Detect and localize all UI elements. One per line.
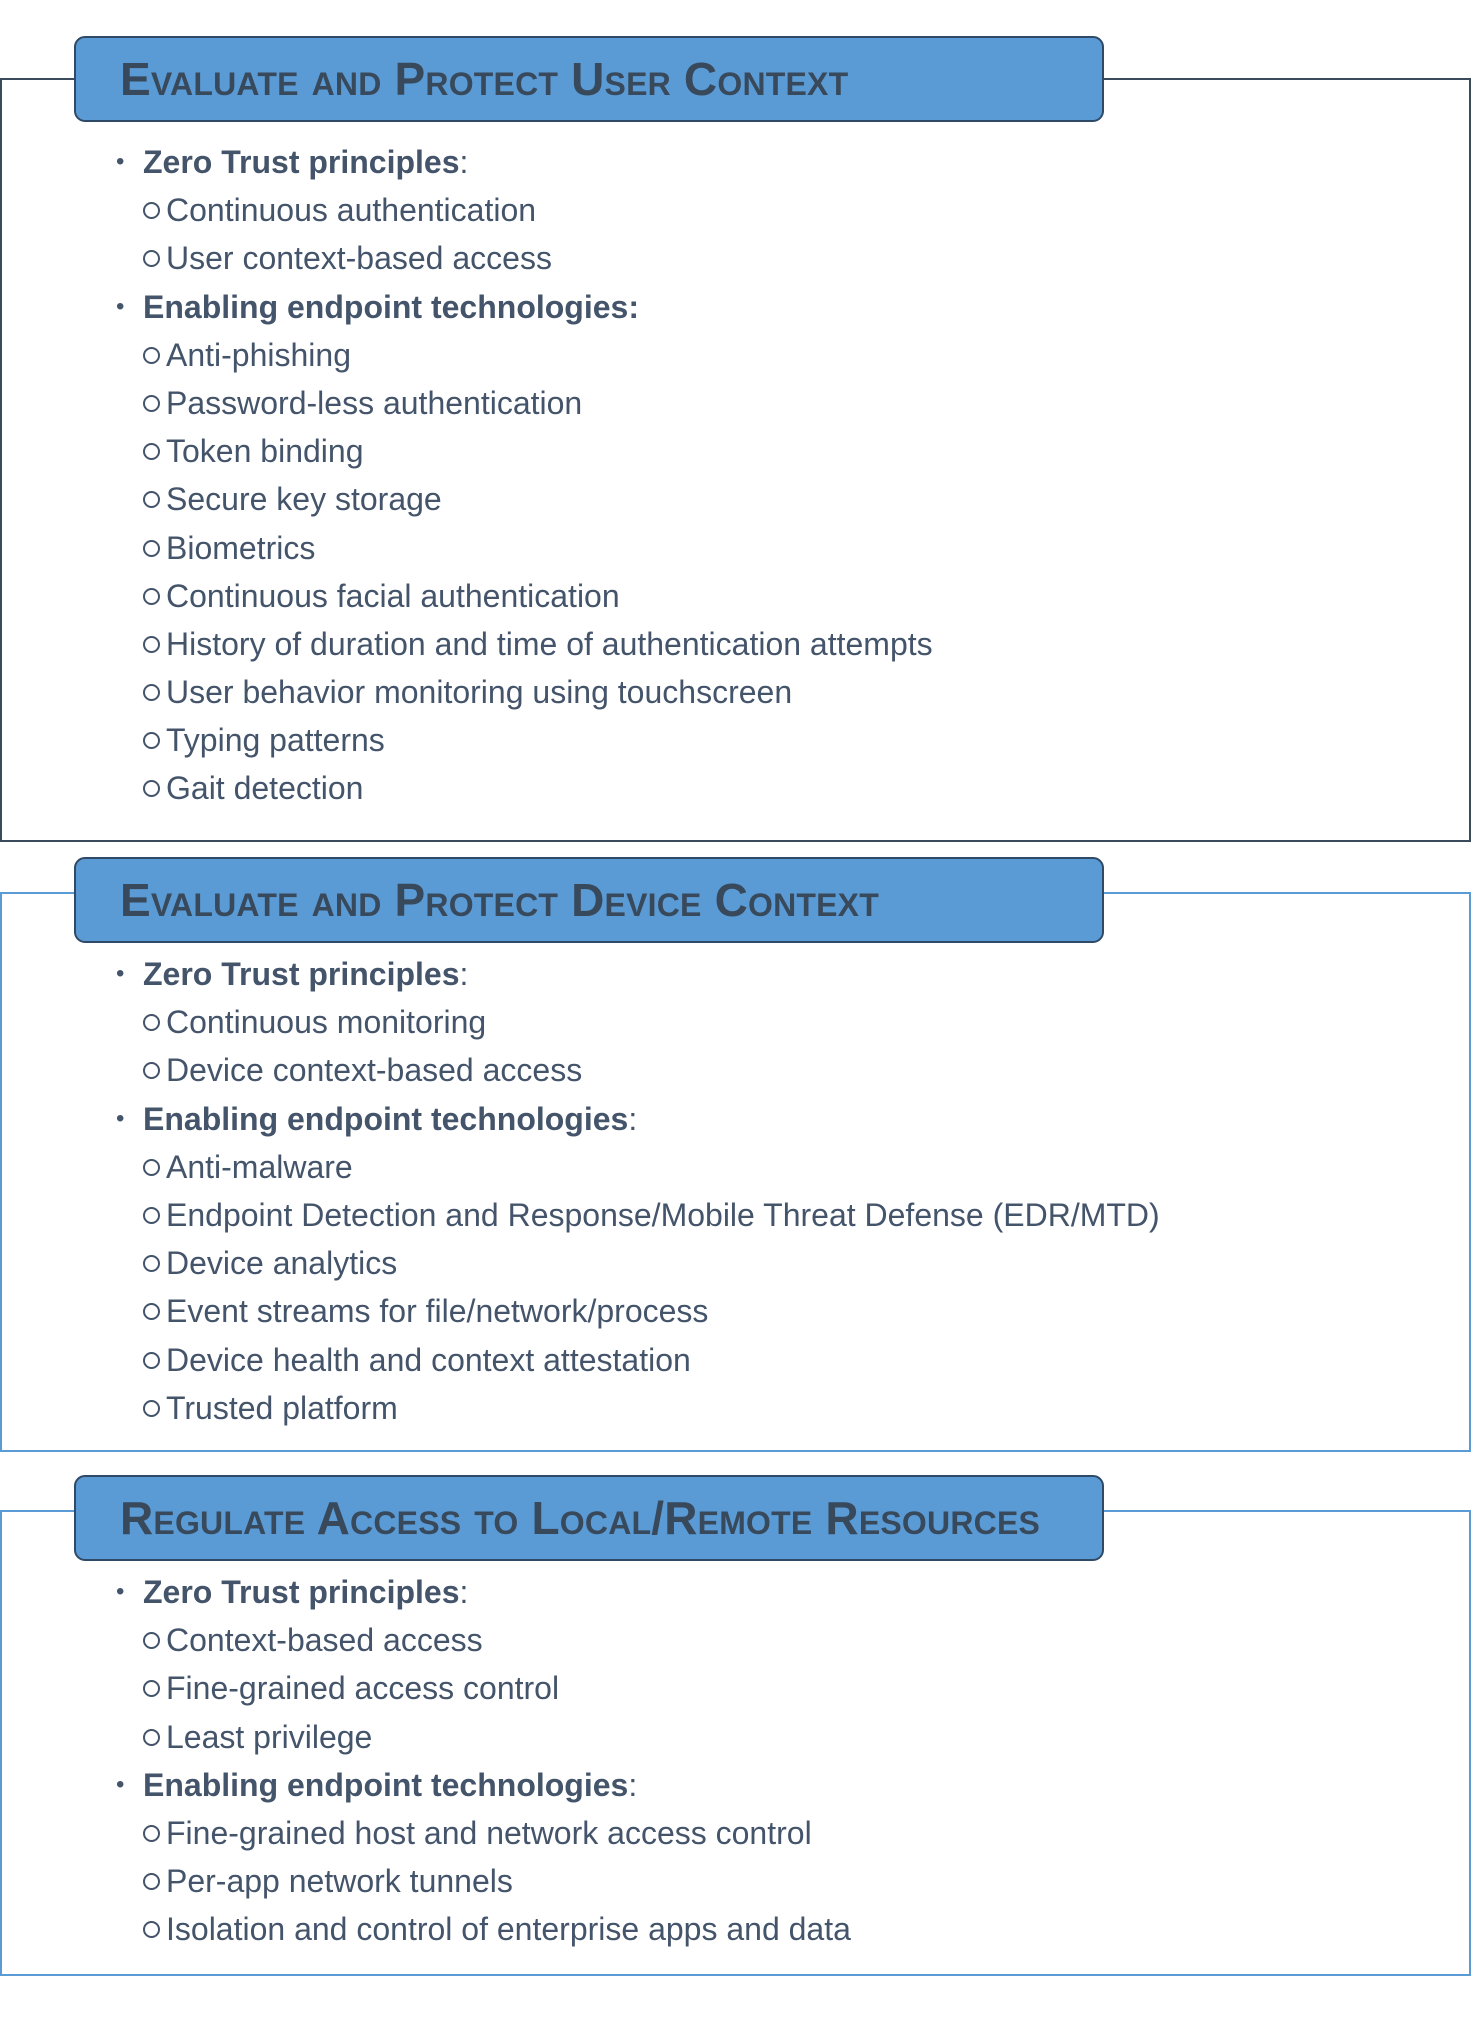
circle-bullet-icon — [143, 1873, 160, 1890]
bullet-icon: • — [116, 960, 125, 987]
list-item-text: Anti-phishing — [166, 336, 351, 373]
section-header-resource-access — [74, 1475, 1104, 1561]
section-content-resource-access — [116, 1568, 851, 1954]
list-item-text: Biometrics — [166, 529, 316, 566]
section-content-user-context — [116, 138, 933, 813]
list-item-text: User behavior monitoring using touchscreen — [166, 674, 793, 711]
bullet-icon: • — [116, 1770, 125, 1798]
section-content-device-context — [116, 950, 1160, 1432]
list-item — [116, 1336, 1160, 1384]
group-heading-suffix: : — [628, 1100, 638, 1137]
list-item-text: Continuous monitoring — [166, 1004, 487, 1041]
list-item — [116, 1239, 1160, 1287]
circle-bullet-icon — [143, 395, 160, 412]
list-item — [116, 1857, 851, 1905]
group-heading-suffix: : — [628, 1766, 638, 1803]
list-item-text: Event streams for file/network/process — [166, 1293, 709, 1330]
section-title: Evaluate and Protect Device Context — [120, 874, 879, 926]
circle-bullet-icon — [143, 443, 160, 460]
list-item — [116, 764, 933, 812]
list-item-text: Continuous facial authentication — [166, 577, 620, 614]
section-header-user-context — [74, 36, 1104, 122]
circle-bullet-icon — [143, 1062, 160, 1079]
group-heading — [116, 283, 933, 331]
group-heading-text: Zero Trust principles — [143, 1574, 460, 1610]
circle-bullet-icon — [143, 1680, 160, 1697]
circle-bullet-icon — [143, 1632, 160, 1649]
group-heading-suffix: : — [459, 144, 469, 180]
list-item-text: Typing patterns — [166, 722, 385, 759]
list-item — [116, 716, 933, 764]
group-heading-suffix: : — [459, 1574, 469, 1610]
list-item — [116, 379, 933, 427]
bullet-icon: • — [116, 1104, 125, 1132]
circle-bullet-icon — [143, 1255, 160, 1272]
circle-bullet-icon — [143, 1207, 160, 1224]
section-title: Regulate Access to Local/Remote Resources — [120, 1492, 1041, 1544]
list-item-text: Endpoint Detection and Response/Mobile Threat Defense (EDR/MTD) — [166, 1196, 1160, 1233]
circle-bullet-icon — [143, 1400, 160, 1417]
list-item-text: Device analytics — [166, 1245, 398, 1282]
circle-bullet-icon — [143, 1825, 160, 1842]
list-item — [116, 1664, 851, 1712]
list-item-text: Device health and context attestation — [166, 1341, 691, 1378]
list-item-text: Fine-grained access control — [166, 1670, 560, 1707]
circle-bullet-icon — [143, 1159, 160, 1176]
list-item — [116, 524, 933, 572]
circle-bullet-icon — [143, 684, 160, 701]
list-item-text: Continuous authentication — [166, 192, 537, 229]
group-heading-text: Zero Trust principles — [143, 956, 460, 992]
circle-bullet-icon — [143, 347, 160, 364]
list-item — [116, 1809, 851, 1857]
list-item — [116, 186, 933, 234]
group-heading-text: Enabling endpoint technologies: — [143, 288, 639, 325]
group-heading — [116, 138, 933, 186]
list-item — [116, 1905, 851, 1953]
list-item — [116, 234, 933, 282]
group-heading-text: Enabling endpoint technologies — [143, 1766, 629, 1803]
group-heading-text: Enabling endpoint technologies — [143, 1100, 629, 1137]
bullet-icon: • — [116, 292, 125, 320]
group-heading — [116, 1095, 1160, 1143]
circle-bullet-icon — [143, 540, 160, 557]
circle-bullet-icon — [143, 1303, 160, 1320]
bullet-icon: • — [116, 1578, 125, 1605]
section-header-device-context — [74, 857, 1104, 943]
list-item-text: Trusted platform — [166, 1389, 398, 1426]
list-item — [116, 1046, 1160, 1094]
circle-bullet-icon — [143, 491, 160, 508]
list-item — [116, 620, 933, 668]
list-item-text: User context-based access — [166, 240, 552, 277]
group-heading — [116, 1568, 851, 1616]
circle-bullet-icon — [143, 636, 160, 653]
circle-bullet-icon — [143, 1729, 160, 1746]
group-heading-suffix: : — [459, 956, 469, 992]
circle-bullet-icon — [143, 250, 160, 267]
list-item-text: Secure key storage — [166, 481, 442, 518]
group-heading-text: Zero Trust principles — [143, 144, 460, 180]
list-item — [116, 1191, 1160, 1239]
list-item-text: Gait detection — [166, 770, 364, 807]
list-item — [116, 331, 933, 379]
group-heading — [116, 1761, 851, 1809]
circle-bullet-icon — [143, 1921, 160, 1938]
list-item-text: Per-app network tunnels — [166, 1863, 513, 1900]
list-item-text: Context-based access — [166, 1622, 483, 1659]
list-item-text: Token binding — [166, 433, 364, 470]
list-item — [116, 572, 933, 620]
list-item-text: Password-less authentication — [166, 384, 583, 421]
list-item-text: Least privilege — [166, 1718, 373, 1755]
circle-bullet-icon — [143, 1352, 160, 1369]
list-item — [116, 1713, 851, 1761]
circle-bullet-icon — [143, 202, 160, 219]
circle-bullet-icon — [143, 780, 160, 797]
circle-bullet-icon — [143, 732, 160, 749]
list-item-text: History of duration and time of authentication attempts — [166, 625, 933, 662]
list-item — [116, 1143, 1160, 1191]
list-item-text: Device context-based access — [166, 1052, 583, 1089]
list-item — [116, 475, 933, 523]
list-item-text: Anti-malware — [166, 1148, 353, 1185]
list-item-text: Fine-grained host and network access control — [166, 1814, 812, 1851]
list-item — [116, 427, 933, 475]
group-heading — [116, 950, 1160, 998]
list-item — [116, 998, 1160, 1046]
bullet-icon: • — [116, 148, 125, 175]
list-item-text: Isolation and control of enterprise apps and data — [166, 1911, 851, 1948]
list-item — [116, 668, 933, 716]
circle-bullet-icon — [143, 1014, 160, 1031]
list-item — [116, 1287, 1160, 1335]
circle-bullet-icon — [143, 588, 160, 605]
section-title: Evaluate and Protect User Context — [120, 53, 849, 105]
list-item — [116, 1384, 1160, 1432]
list-item — [116, 1616, 851, 1664]
